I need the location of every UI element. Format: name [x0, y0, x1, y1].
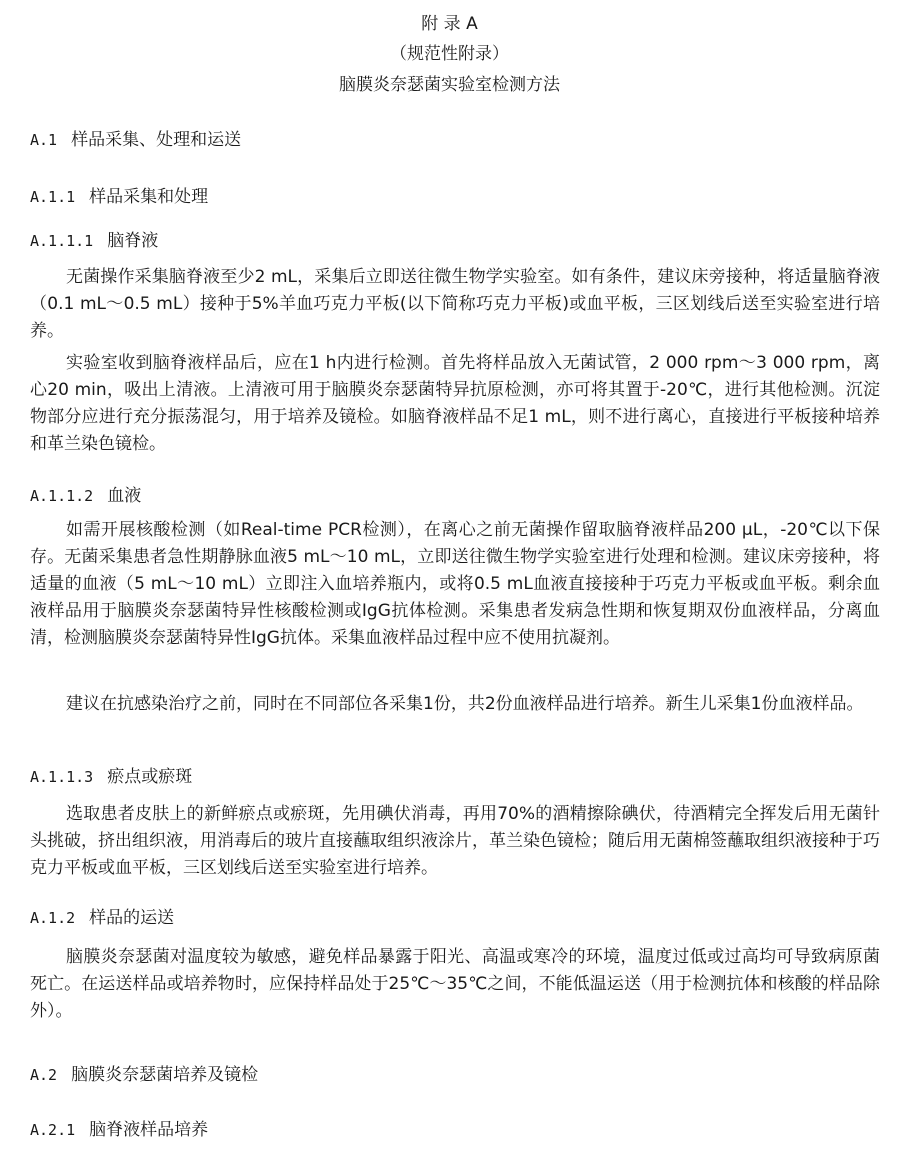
paragraph-a111-2: 实验室收到脑脊液样品后，应在1 h内进行检测。首先将样品放入无菌试管，2 000 rpm～3 000 rpm，离心20 min，吸出上清液。上清液可用于脑膜炎奈瑟菌特异抗原检测，亦可将其置于-20℃，进行其他检测。沉淀物部分应进行充分振荡混匀，用于培养及镜检。如脑脊液样品不足1 mL，则不进行离心，直接进行平板接种培养和革兰染色镜检。 [30, 353, 880, 454]
section-number: A.2.1 [30, 1121, 76, 1139]
section-title: 脑脊液 [107, 231, 159, 251]
section-title: 样品采集和处理 [89, 187, 209, 207]
section-heading-a112 [30, 485, 141, 507]
section-heading-a11 [30, 186, 208, 208]
section-number: A.1.1 [30, 188, 76, 206]
section-heading-a21 [30, 1119, 208, 1141]
paragraph-a12-1: 脑膜炎奈瑟菌对温度较为敏感，避免样品暴露于阳光、高温或寒冷的环境，温度过低或过高均可导致病原菌死亡。在运送样品或培养物时，应保持样品处于25℃～35℃之间，不能低温运送（用于检测抗体和核酸的样品除外）。 [30, 947, 880, 1021]
section-title: 瘀点或瘀斑 [107, 767, 193, 787]
section-number: A.1 [30, 131, 58, 149]
paragraph-a112-1: 如需开展核酸检测（如Real-time PCR检测），在离心之前无菌操作留取脑脊液样品200 μL，-20℃以下保存。无菌采集患者急性期静脉血液5 mL～10 mL，立即送往微生物学实验室进行处理和检测。建议床旁接种，将适量的血液（5 mL～10 mL）立即注入血培养瓶内，或将0.5 mL血液直接接种于巧克力平板或血平板。剩余血液样品用于脑膜炎奈瑟菌特异性核酸检测或IgG抗体检测。采集患者发病急性期和恢复期双份血液样品，分离血清，检测脑膜炎奈瑟菌特异性IgG抗体。采集血液样品过程中应不使用抗凝剂。 [30, 520, 880, 648]
appendix-label: 附 录 A [421, 14, 478, 34]
section-title: 样品的运送 [89, 908, 175, 928]
section-number: A.1.2 [30, 909, 76, 927]
section-title: 样品采集、处理和运送 [71, 130, 242, 150]
paragraph-a113-1: 选取患者皮肤上的新鲜瘀点或瘀斑，先用碘伏消毒，再用70%的酒精擦除碘伏，待酒精完全挥发后用无菌针头挑破，挤出组织液，用消毒后的玻片直接蘸取组织液涂片，革兰染色镜检；随后用无菌棉签蘸取组织液接种于巧克力平板或血平板，三区划线后送至实验室进行培养。 [30, 804, 880, 878]
section-title: 脑膜炎奈瑟菌培养及镜检 [71, 1065, 259, 1085]
section-heading-a12 [30, 907, 174, 929]
appendix-title: 脑膜炎奈瑟菌实验室检测方法 [339, 75, 560, 95]
section-number: A.2 [30, 1066, 58, 1084]
section-number: A.1.1.2 [30, 487, 94, 505]
paragraph-a111-1: 无菌操作采集脑脊液至少2 mL，采集后立即送往微生物学实验室。如有条件，建议床旁接种，将适量脑脊液（0.1 mL～0.5 mL）接种于5%羊血巧克力平板(以下简称巧克力平板)或血平板，三区划线后送至实验室进行培养。 [30, 267, 880, 341]
paragraph-a112-2: 建议在抗感染治疗之前，同时在不同部位各采集1份，共2份血液样品进行培养。新生儿采集1份血液样品。 [66, 694, 864, 714]
section-heading-a2 [30, 1064, 258, 1086]
section-heading-a111 [30, 230, 158, 252]
section-title: 脑脊液样品培养 [89, 1120, 209, 1140]
section-title: 血液 [107, 486, 142, 506]
section-number: A.1.1.1 [30, 232, 94, 250]
section-heading-a1 [30, 129, 241, 151]
section-heading-a113 [30, 766, 192, 788]
appendix-nature: （规范性附录） [390, 44, 509, 64]
section-number: A.1.1.3 [30, 768, 94, 786]
